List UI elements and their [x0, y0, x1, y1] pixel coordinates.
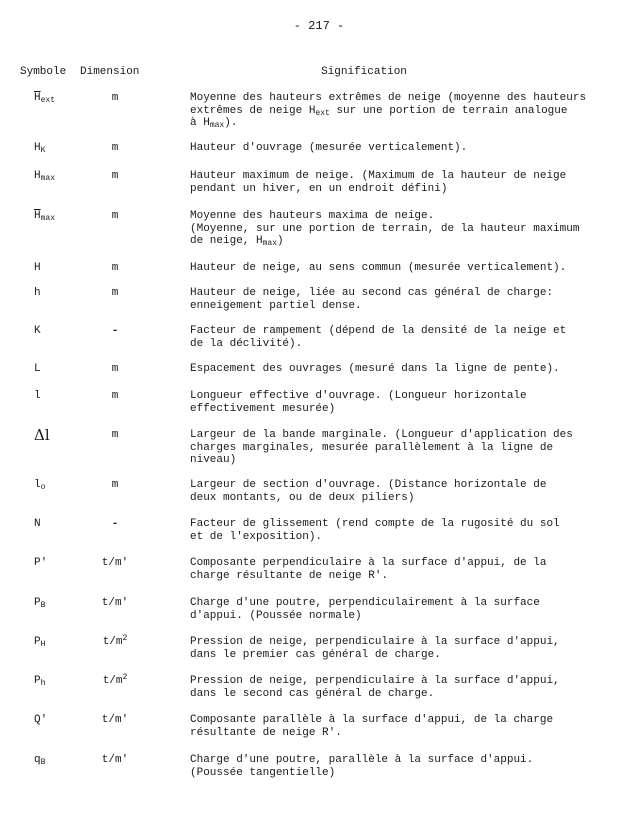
- dimension-cell: m: [111, 429, 119, 441]
- symbol-cell: $H_K$: [34, 142, 46, 155]
- signification-cell: [190, 363, 610, 376]
- dimension-cell: m: [111, 479, 119, 491]
- symbol-cell: L: [34, 363, 41, 375]
- description-line: dans le premier cas général de charge.: [190, 648, 441, 661]
- signification-cell: [190, 557, 610, 582]
- dimension-cell: t/m': [101, 557, 129, 569]
- page-number: - 217 -: [293, 19, 345, 33]
- signification-cell: [190, 170, 610, 195]
- description-line: Hauteur d'ouvrage (mesurée verticalement).: [190, 142, 468, 154]
- description-line: Moyenne des hauteurs maxima de neige.: [190, 210, 435, 222]
- dimension-cell: m: [111, 363, 119, 375]
- description-line: (Moyenne, sur une portion de terrain, de la hauteur maximum: [190, 222, 580, 235]
- symbol-cell: $P_H$: [34, 636, 46, 649]
- symbol-cell: $H_{max}$: [34, 170, 56, 183]
- signification-cell: [190, 675, 610, 700]
- signification-cell: [190, 325, 610, 350]
- description-line: Hauteur maximum de neige. (Maximum de la hauteur de neige: [190, 170, 567, 182]
- dimension-cell: m: [111, 390, 119, 402]
- signification-cell: [190, 287, 610, 312]
- description-line: (Poussée tangentielle): [190, 766, 336, 779]
- description-line: Facteur de glissement (rend compte de la rugosité du sol: [190, 518, 560, 530]
- symbol-cell: h: [34, 287, 41, 299]
- symbol-cell: H: [34, 262, 41, 274]
- signification-cell: [190, 429, 610, 467]
- symbol-cell: $P_h$: [34, 675, 46, 688]
- symbol-cell: $l_o$: [34, 479, 46, 492]
- description-line: Hauteur de neige, liée au second cas général de charge:: [190, 287, 554, 299]
- signification-cell: [190, 262, 610, 275]
- description-line: Charge d'une poutre, perpendiculairement à la surface: [190, 597, 540, 609]
- signification-cell: [190, 597, 610, 622]
- dimension-cell: m: [111, 142, 119, 154]
- symbol-cell: Δl: [34, 426, 50, 444]
- signification-cell: [190, 210, 610, 248]
- description-line: deux montants, ou de deux piliers): [190, 491, 415, 504]
- description-line: à $H_{max}$).: [190, 117, 238, 130]
- symbol-cell: P': [34, 557, 48, 569]
- dimension-cell: t/m': [101, 714, 129, 726]
- description-line: pendant un hiver, en un endroit défini): [190, 182, 448, 195]
- signification-cell: [190, 636, 610, 661]
- dimension-cell: $t/m^2$: [102, 673, 128, 687]
- symbol-cell: $\overline{H}_{max}$: [34, 210, 56, 223]
- description-line: enneigement partiel dense.: [190, 299, 362, 312]
- dimension-cell: m: [111, 287, 119, 299]
- dimension-cell: -: [111, 325, 119, 337]
- description-line: et de l'exposition).: [190, 530, 323, 543]
- signification-cell: [190, 142, 610, 155]
- description-line: Moyenne des hauteurs extrêmes de neige (moyenne des hauteurs: [190, 92, 587, 104]
- description-line: Espacement des ouvrages (mesuré dans la ligne de pente).: [190, 363, 560, 375]
- symbol-cell: Q': [34, 714, 48, 726]
- dimension-cell: m: [111, 262, 119, 274]
- description-line: Pression de neige, perpendiculaire à la surface d'appui,: [190, 675, 560, 687]
- symbol-cell: $P_B$: [34, 597, 46, 610]
- signification-cell: [190, 714, 610, 739]
- description-line: d'appui. (Poussée normale): [190, 609, 362, 622]
- description-line: charges marginales, mesurée parallèlement à la ligne de: [190, 441, 554, 454]
- description-line: charge résultante de neige R'.: [190, 569, 389, 582]
- description-line: Composante parallèle à la surface d'appui, de la charge: [190, 714, 554, 726]
- description-line: dans le second cas général de charge.: [190, 687, 435, 700]
- symbol-cell: l: [34, 390, 41, 402]
- description-line: Hauteur de neige, au sens commun (mesurée verticalement).: [190, 262, 567, 274]
- header-dimension: Dimension: [80, 66, 140, 78]
- header-signification: Signification: [321, 66, 407, 78]
- symbol-cell: K: [34, 325, 41, 337]
- header-symbol: Symbole: [20, 66, 67, 78]
- description-line: résultante de neige R'.: [190, 726, 342, 739]
- dimension-cell: t/m': [101, 754, 129, 766]
- description-line: extrêmes de neige $H_{ext}$ sur une portion de terrain analogue: [190, 104, 568, 118]
- signification-cell: [190, 390, 610, 415]
- symbol-cell: $\overline{H}_{ext}$: [34, 92, 56, 105]
- description-line: de neige, $H_{max}$): [190, 235, 284, 248]
- dimension-cell: m: [111, 170, 119, 182]
- description-line: Largeur de section d'ouvrage. (Distance horizontale de: [190, 479, 547, 491]
- description-line: niveau): [190, 454, 237, 466]
- signification-cell: [190, 92, 610, 130]
- signification-cell: [190, 479, 610, 504]
- description-line: Composante perpendiculaire à la surface d'appui, de la: [190, 557, 547, 569]
- signification-cell: [190, 518, 610, 543]
- description-line: Pression de neige, perpendiculaire à la surface d'appui,: [190, 636, 560, 648]
- dimension-cell: $t/m^2$: [102, 634, 128, 648]
- description-line: de la déclivité).: [190, 337, 303, 350]
- dimension-cell: m: [111, 92, 119, 104]
- description-line: Charge d'une poutre, parallèle à la surface d'appui.: [190, 754, 534, 766]
- description-line: Facteur de rampement (dépend de la densité de la neige et: [190, 325, 567, 337]
- description-line: Longueur effective d'ouvrage. (Longueur horizontale: [190, 390, 527, 402]
- symbol-cell: $q_B$: [34, 754, 46, 767]
- dimension-cell: m: [111, 210, 119, 222]
- signification-cell: [190, 754, 610, 779]
- description-line: Largeur de la bande marginale. (Longueur d'application des: [190, 429, 573, 441]
- dimension-cell: -: [111, 518, 119, 530]
- symbol-cell: N: [34, 518, 41, 530]
- dimension-cell: t/m': [101, 597, 129, 609]
- description-line: effectivement mesurée): [190, 402, 336, 415]
